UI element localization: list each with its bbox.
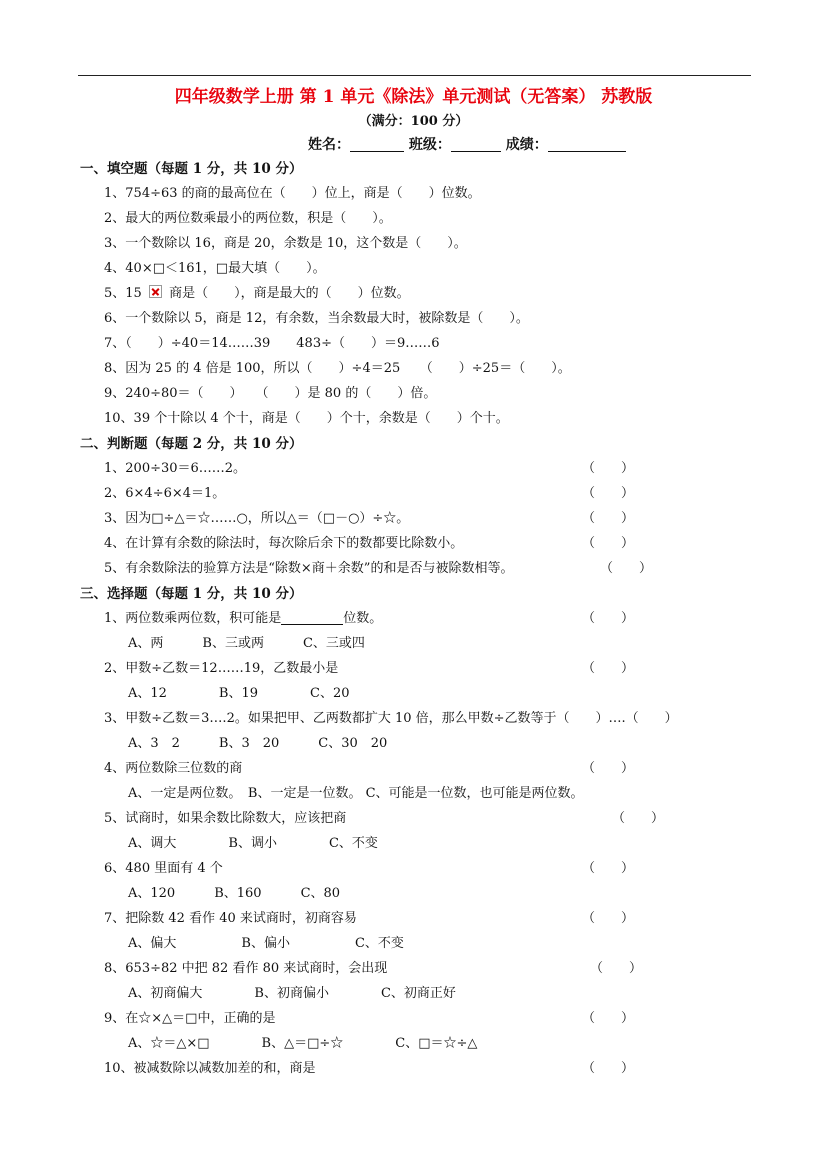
fill-question-5-end: 商是（ ），商是最大的（ ）位数。 bbox=[169, 286, 410, 301]
class-label: 班级： bbox=[408, 137, 451, 153]
fill-question-10: 10、39 个十除以 4 个十，商是（ ）个十，余数是（ ）个十。 bbox=[104, 411, 509, 426]
choice-answer-5[interactable]: （ ） bbox=[612, 811, 665, 826]
section-judge-heading: 二、判断题（每题 2 分，共 10 分） bbox=[80, 436, 303, 452]
choice-question-10: 10、被减数除以减数加差的和，商是 bbox=[104, 1061, 316, 1076]
choice-question-1-end: 位数。 bbox=[343, 611, 383, 626]
choice-answer-10[interactable]: （ ） bbox=[582, 1061, 635, 1076]
choice-options-8: A、初商偏大 B、初商偏小 C、初商正好 bbox=[128, 986, 456, 1001]
fill-question-4: 4、40×□＜161，□最大填（ ）。 bbox=[104, 261, 326, 276]
fill-question-5 bbox=[104, 285, 410, 303]
fill-question-7: 7、（ ）÷40＝14……39 483÷（ ）＝9……6 bbox=[104, 336, 440, 351]
choice-options-5: A、调大 B、调小 C、不变 bbox=[128, 836, 378, 851]
choice-options-3: A、3 2 B、3 20 C、30 20 bbox=[128, 736, 388, 751]
choice-answer-9[interactable]: （ ） bbox=[582, 1011, 635, 1026]
fill-question-5-start: 5、15 bbox=[104, 286, 142, 301]
broken-image-icon bbox=[149, 285, 162, 298]
choice-question-1-start: 1、两位数乘两位数，积可能是 bbox=[104, 611, 282, 626]
judge-answer-1[interactable]: （ ） bbox=[582, 461, 635, 476]
choice-answer-4[interactable]: （ ） bbox=[582, 761, 635, 776]
fill-question-2: 2、最大的两位数乘最小的两位数，积是（ ）。 bbox=[104, 211, 392, 226]
choice-question-9: 9、在☆×△＝□中，正确的是 bbox=[104, 1011, 276, 1026]
fill-question-6: 6、一个数除以 5，商是 12，有余数，当余数最大时，被除数是（ ）。 bbox=[104, 311, 529, 326]
choice-question-5: 5、试商时，如果余数比除数大，应该把商 bbox=[104, 811, 347, 826]
name-blank[interactable] bbox=[350, 137, 404, 152]
choice-options-4: A、一定是两位数。 B、一定是一位数。 C、可能是一位数，也可能是两位数。 bbox=[128, 786, 584, 801]
choice-answer-6[interactable]: （ ） bbox=[582, 861, 635, 876]
judge-question-5: 5、有余数除法的验算方法是“除数×商＋余数”的和是否与被除数相等。 bbox=[104, 561, 514, 576]
choice-question-1 bbox=[104, 610, 382, 628]
choice-answer-8[interactable]: （ ） bbox=[590, 961, 643, 976]
judge-answer-4[interactable]: （ ） bbox=[582, 536, 635, 551]
choice-options-2: A、12 B、19 C、20 bbox=[128, 686, 350, 701]
fill-question-8: 8、因为 25 的 4 倍是 100，所以（ ）÷4＝25 （ ）÷25＝（ ）。 bbox=[104, 361, 571, 376]
choice-options-7: A、偏大 B、偏小 C、不变 bbox=[128, 936, 404, 951]
choice-answer-7[interactable]: （ ） bbox=[582, 911, 635, 926]
name-label: 姓名： bbox=[308, 137, 350, 153]
choice-question-2: 2、甲数÷乙数＝12……19，乙数最小是 bbox=[104, 661, 339, 676]
choice-question-4: 4、两位数除三位数的商 bbox=[104, 761, 243, 776]
fill-question-9: 9、240÷80＝（ ） （ ）是 80 的（ ）倍。 bbox=[104, 386, 437, 401]
choice-options-1: A、两 B、三或两 C、三或四 bbox=[128, 636, 365, 651]
choice-answer-2[interactable]: （ ） bbox=[582, 661, 635, 676]
class-blank[interactable] bbox=[451, 137, 501, 152]
choice-question-3: 3、甲数÷乙数＝3….2。如果把甲、乙两数都扩大 10 倍，那么甲数÷乙数等于（ ）….（ ） bbox=[104, 711, 678, 726]
choice-question-6: 6、480 里面有 4 个 bbox=[104, 861, 223, 876]
choice-question-1-blank[interactable] bbox=[281, 611, 343, 625]
student-info bbox=[308, 134, 626, 154]
choice-question-7: 7、把除数 42 看作 40 来试商时，初商容易 bbox=[104, 911, 357, 926]
choice-answer-1[interactable]: （ ） bbox=[582, 611, 635, 626]
section-choice-heading: 三、选择题（每题 1 分，共 10 分） bbox=[80, 586, 303, 602]
section-fill-heading: 一、填空题（每题 1 分，共 10 分） bbox=[80, 161, 303, 177]
judge-answer-3[interactable]: （ ） bbox=[582, 511, 635, 526]
choice-options-9: A、☆＝△×□ B、△＝□÷☆ C、□＝☆÷△ bbox=[128, 1036, 478, 1051]
judge-answer-2[interactable]: （ ） bbox=[582, 486, 635, 501]
score-label: 成绩： bbox=[505, 137, 548, 153]
judge-question-1: 1、200÷30＝6……2。 bbox=[104, 461, 247, 476]
judge-question-3: 3、因为□÷△＝☆……○，所以△＝（□－○）÷☆。 bbox=[104, 511, 410, 526]
page-subtitle: （满分：100 分） bbox=[358, 114, 469, 129]
fill-question-1: 1、754÷63 的商的最高位在（ ）位上，商是（ ）位数。 bbox=[104, 186, 481, 201]
score-blank[interactable] bbox=[548, 137, 626, 152]
top-rule bbox=[78, 75, 751, 76]
page-title: 四年级数学上册 第 1 单元《除法》单元测试（无答案） 苏教版 bbox=[174, 87, 653, 107]
choice-options-6: A、120 B、160 C、80 bbox=[128, 886, 341, 901]
fill-question-3: 3、一个数除以 16，商是 20，余数是 10，这个数是（ ）。 bbox=[104, 236, 467, 251]
judge-answer-5[interactable]: （ ） bbox=[600, 561, 653, 576]
judge-question-4: 4、在计算有余数的除法时，每次除后余下的数都要比除数小。 bbox=[104, 536, 464, 551]
choice-question-8: 8、653÷82 中把 82 看作 80 来试商时，会出现 bbox=[104, 961, 388, 976]
judge-question-2: 2、6×4÷6×4＝1。 bbox=[104, 486, 226, 501]
